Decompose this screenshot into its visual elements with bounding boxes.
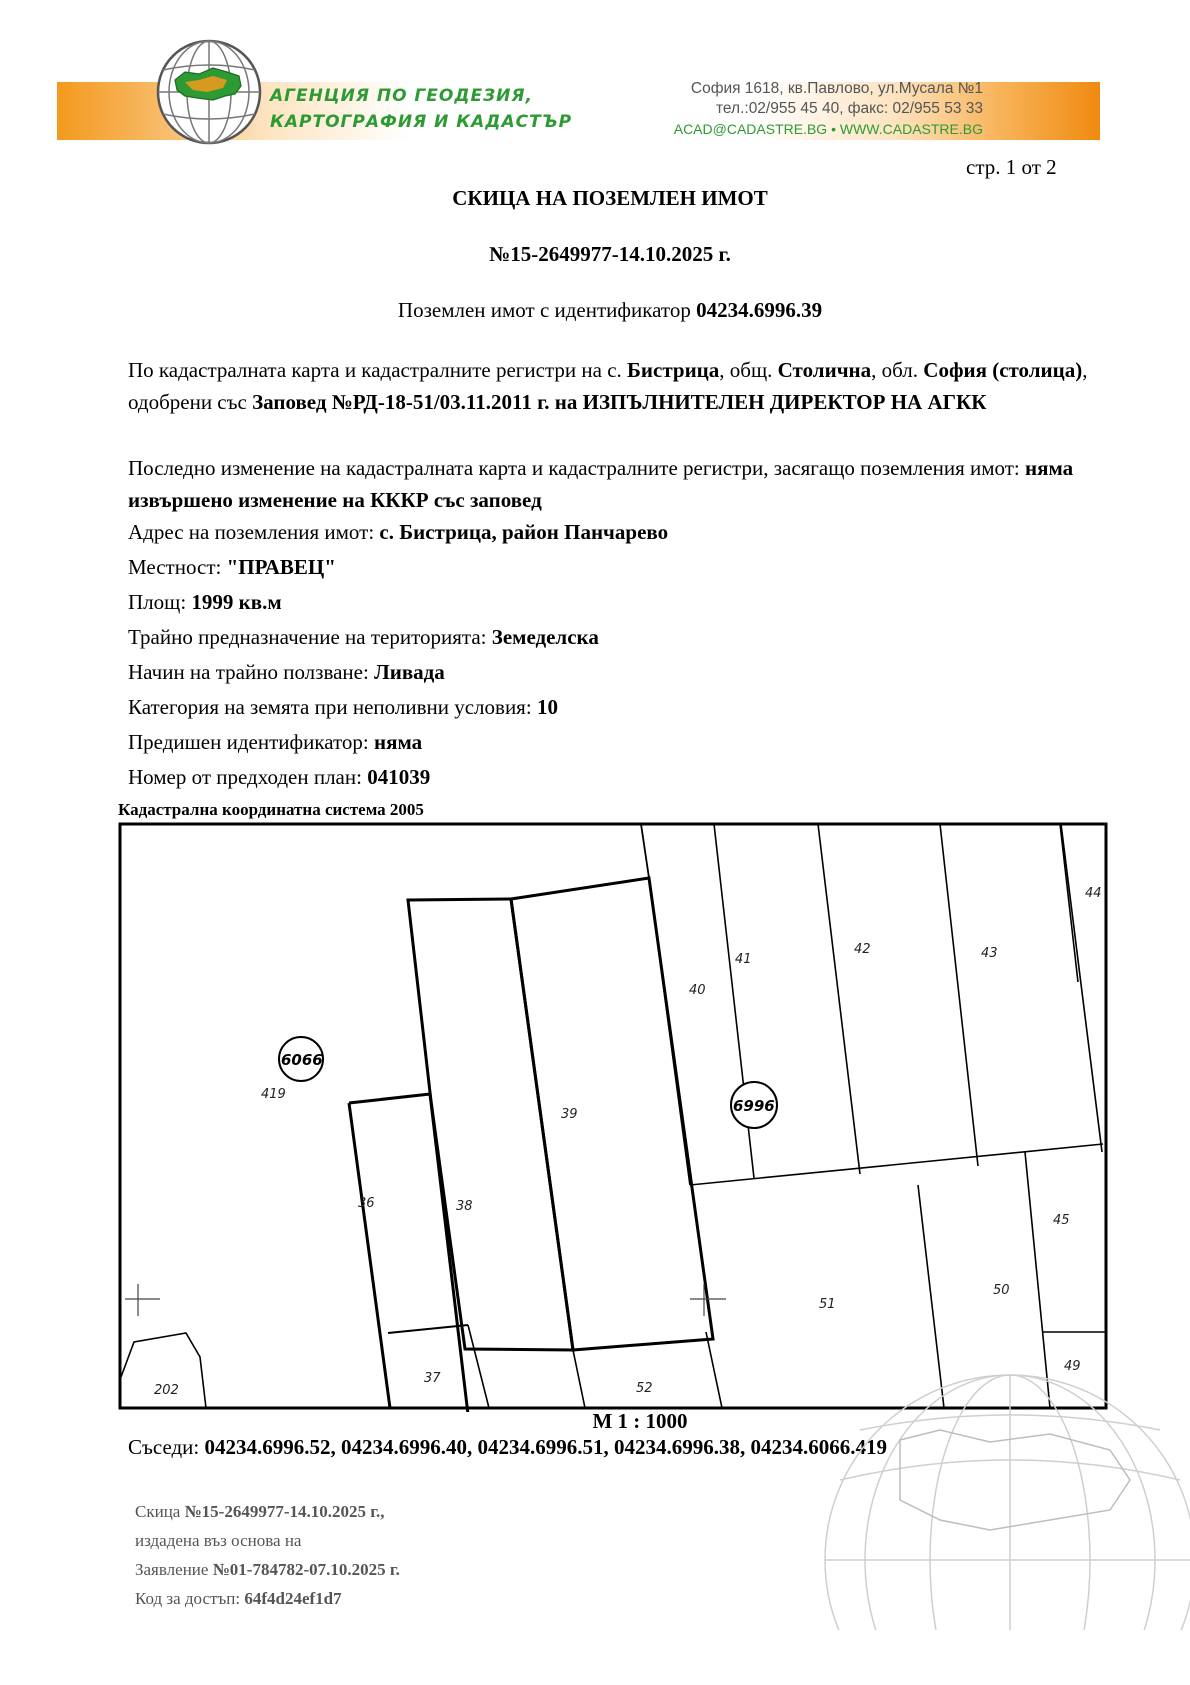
identifier-line [0, 298, 1190, 323]
parcel-label: 49 [1064, 1359, 1081, 1374]
cadastre-text-3: , обл. [871, 358, 919, 382]
last-change-value: няма извършено изменение на КККР със заповед [128, 456, 1074, 512]
sketch-number: №15-2649977-14.10.2025 г. [489, 242, 731, 266]
region-label-6066: 6066 [281, 1051, 323, 1069]
agency-web: ACAD@CADASTRE.BG • WWW.CADASTRE.BG [673, 121, 983, 137]
parcel-label: 45 [1053, 1213, 1070, 1228]
field-area: Площ: 1999 кв.м [128, 590, 282, 614]
field-previous-plan: Номер от предходен план: 041039 [128, 765, 431, 789]
cadastre-municipality: Столична [777, 358, 872, 382]
region-label-6996: 6996 [733, 1097, 775, 1115]
parcel-label: 40 [689, 983, 706, 998]
parcel-label: 39 [561, 1107, 578, 1122]
cadastre-paragraph [128, 354, 1098, 418]
parcel-label: 51 [819, 1297, 836, 1312]
parcel-label: 52 [636, 1381, 653, 1396]
parcel-label: 419 [261, 1087, 286, 1102]
field-address: Адрес на поземления имот: с. Бистрица, район Панчарево [128, 520, 669, 544]
footer-sketch-line: Скица №15-2649977-14.10.2025 г., [135, 1502, 385, 1521]
parcel-label: 50 [993, 1283, 1010, 1298]
page-number: стр. 1 от 2 [966, 155, 1057, 179]
field-purpose: Трайно предназначение на територията: Земеделска [128, 625, 599, 649]
cadastral-map [118, 822, 1108, 1412]
parcel-label: 202 [154, 1383, 179, 1398]
neighbours-line [128, 1435, 887, 1460]
agency-name-line2: КАРТОГРАФИЯ И КАДАСТЪР [270, 112, 573, 132]
field-category: Категория на земята при неполивни условия: 10 [128, 695, 558, 719]
cadastre-text-4: , одобрени със [128, 358, 1088, 414]
parcel-label: 38 [456, 1199, 473, 1214]
footer-access-code-line: Код за достъп: 64f4d24ef1d7 [135, 1589, 342, 1608]
globe-watermark-icon [820, 1370, 1190, 1630]
map-scale: М 1 : 1000 [592, 1409, 688, 1433]
parcel-label: 37 [424, 1371, 441, 1386]
last-change-paragraph [128, 452, 1098, 516]
cadastre-village: Бистрица [627, 358, 720, 382]
last-change-label: Последно изменение на кадастралната карта и кадастралните регистри, засягащо поземления имот: [128, 456, 1020, 480]
cadastre-order: Заповед №РД-18-51/03.11.2011 г. на ИЗПЪЛНИТЕЛЕН ДИРЕКТОР НА АГКК [252, 390, 987, 414]
field-previous-id: Предишен идентификатор: няма [128, 730, 423, 754]
agency-name-line1: АГЕНЦИЯ ПО ГЕОДЕЗИЯ, [270, 86, 533, 106]
identifier-value: 04234.6996.39 [696, 298, 823, 322]
parcel-label: 36 [358, 1196, 375, 1211]
parcel-label: 43 [981, 946, 998, 961]
neighbours-value: 04234.6996.52, 04234.6996.40, 04234.6996.51, 04234.6996.38, 04234.6066.419 [204, 1435, 887, 1459]
field-locality: Местност: "ПРАВЕЦ" [128, 555, 336, 579]
cadastre-text-1: По кадастралната карта и кадастралните регистри на с. [128, 358, 622, 382]
parcel-label: 44 [1085, 886, 1102, 901]
cadastre-text-2: , общ. [719, 358, 773, 382]
footer-issued-line: издадена въз основа на [135, 1531, 302, 1550]
parcel-label: 41 [735, 952, 752, 967]
neighbours-label: Съседи: [128, 1435, 200, 1459]
agency-globe-logo [155, 38, 263, 146]
footer-application-line: Заявление №01-784782-07.10.2025 г. [135, 1560, 400, 1579]
field-usage: Начин на трайно ползване: Ливада [128, 660, 445, 684]
identifier-label: Поземлен имот с идентификатор [397, 298, 691, 322]
parcel-label: 42 [854, 942, 871, 957]
document-title: СКИЦА НА ПОЗЕМЛЕН ИМОТ [452, 186, 768, 210]
coordinate-system-label: Кадастрална координатна система 2005 [118, 800, 424, 819]
cadastre-region: София (столица) [923, 358, 1083, 382]
agency-address: София 1618, кв.Павлово, ул.Мусала №1 [690, 80, 983, 97]
agency-phones: тел.:02/955 45 40, факс: 02/955 53 33 [716, 100, 983, 117]
